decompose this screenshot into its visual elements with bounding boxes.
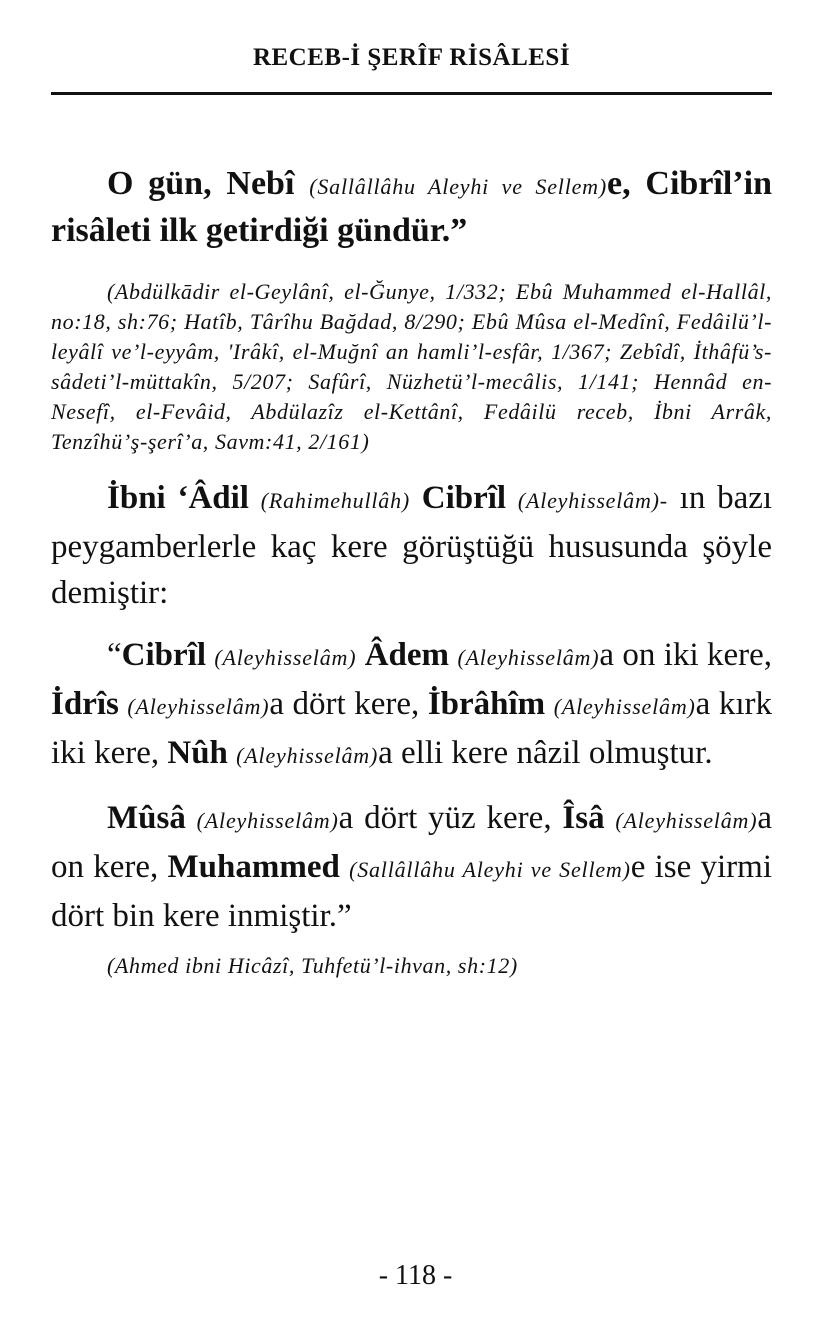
name-cibril: Cibrîl [421,480,507,516]
name-isa: Îsâ [562,800,605,836]
hadith-closing-paragraph [51,162,772,253]
quote-citation: (Ahmed ibni Hicâzî, Tuhfetü’l-ihvan, sh:12) [107,953,518,978]
quote-text: a dört yüz kere, [338,800,563,836]
aleyhisselam-annotation: (Aleyhisselâm) [615,808,758,833]
quote-text: e ise yirmi dört bin kere inmiştir.” [51,849,772,934]
intro-paragraph [51,475,772,616]
intro-text: ın bazı peygamberlerle kaç kere görüştüğü hususunda şöyle demiştir: [51,480,773,611]
name-muhammed: Muhammed [167,849,340,885]
name-ibrahim: İbrâhîm [427,686,546,722]
aleyhisselam-annotation: (Aleyhisselâm)- [517,488,668,513]
scholar-name: İbni ‘Âdil [107,480,249,516]
quote-text: a dört kere, [269,686,428,722]
name-idris: İdrîs [51,686,119,722]
page-number: - 118 - [378,1260,453,1291]
hadith-text-end: e, Cibrîl’in risâleti ilk getirdiği gündür.” [51,165,772,249]
rahimehullah-annotation: (Rahimehullâh) [260,488,410,513]
quote-text: a on iki kere, [599,637,773,673]
aleyhisselam-annotation: (Aleyhisselâm) [214,645,357,670]
hadith-text-start: O gün, Nebî [107,165,310,202]
source-citation: (Abdülkādir el-Geylânî, el-Ğunye, 1/332; Ebû Muhammed el-Hallâl, no:18, sh:76; Hatîb, Târîhu Bağdad, 8/290; Ebû Mûsa el-Medînî, Fedâilü’l-leyâlî ve’l-eyyâm, 'Irâkî, el-Muğnî an hamli’l-esfâr, 1/367; Zebîdî, İthâfü’s-sâdeti’l-müttakîn, 5/207; Safûrî, Nüzhetü’l-mecâlis, 1/141; Hennâd en-Nesefî, el-Fevâid, Abdülazîz el-Kettânî, Fedâilü receb, İbni Arrâk, Tenzîhü’ş-şerî’a, Savm:41, 2/161) [51,279,772,454]
name-musa: Mûsâ [107,800,186,836]
header-rule [51,92,772,95]
salawat-annotation: (Sallâllâhu Aleyhi ve Sellem) [309,174,607,199]
aleyhisselam-annotation: (Aleyhisselâm) [553,694,696,719]
quote-paragraph-1 [51,632,772,779]
aleyhisselam-annotation: (Aleyhisselâm) [127,694,270,719]
aleyhisselam-annotation: (Aleyhisselâm) [196,808,339,833]
aleyhisselam-annotation: (Aleyhisselâm) [457,645,600,670]
salawat-annotation: (Sallâllâhu Aleyhi ve Sellem) [349,857,631,882]
quote-text: a kırk iki kere, [51,686,773,771]
quote-text: a on kere, [51,800,772,885]
quote-paragraph-2 [51,795,772,939]
aleyhisselam-annotation: (Aleyhisselâm) [236,743,379,768]
name-cibril: Cibrîl [121,637,206,673]
quote-text: a elli kere nâzil olmuştur. [378,735,713,771]
page-body [51,162,772,979]
open-quote: “ [107,637,122,673]
running-header: RECEB-İ ŞERÎF RİSÂLESİ [252,44,571,71]
name-nuh: Nûh [167,735,228,771]
name-adem: Âdem [364,637,450,673]
